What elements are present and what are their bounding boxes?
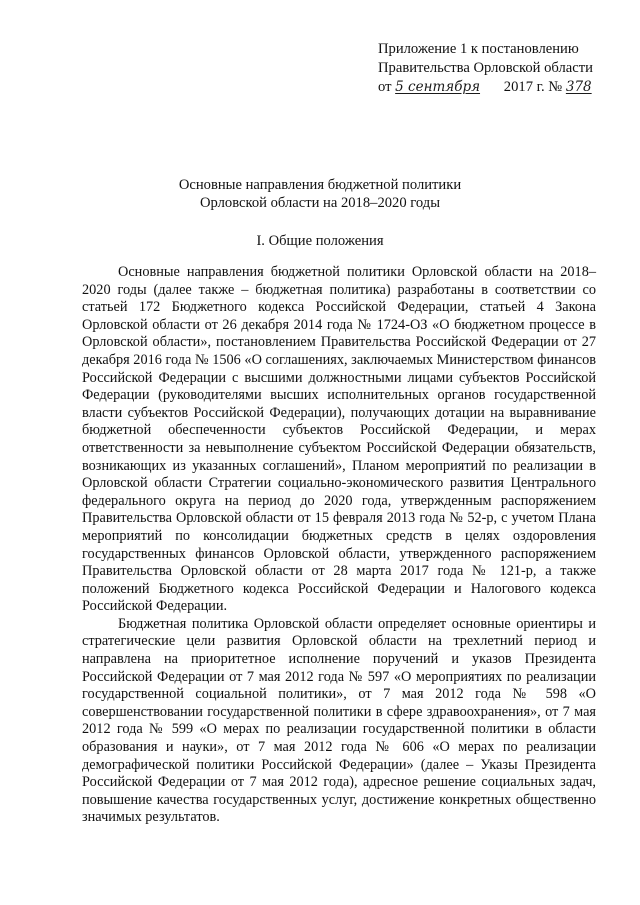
date-suffix: 2017 г. №	[503, 79, 563, 95]
title-line-1: Основные направления бюджетной политики	[178, 177, 462, 193]
appendix-date-line	[378, 78, 628, 97]
handwritten-date: 5 сентября	[395, 79, 481, 95]
appendix-line-1: Приложение 1 к постановлению	[378, 41, 579, 57]
date-prefix: от	[378, 79, 392, 95]
handwritten-number: 378	[565, 79, 592, 95]
paragraph: Бюджетная политика Орловской области определяет основные ориентиры и стратегические цели развития Орловской области на трехлетний период и направлена на приоритетное исполнение поручений и указов Президента Российской Федерации от 7 мая 2012 года № 597 «О мероприятиях по реализации государственной социальной политики», от 7 мая 2012 года № 598 «О совершенствовании государственной политики в сфере здравоохранения», от 7 мая 2012 года № 599 «О мерах по реализации государственной политики в области образования и науки», от 7 мая 2012 года № 606 «О мерах по реализации демографической политики Российской Федерации» (далее – Указы Президента Российской Федерации от 7 мая 2012 года), адресное решение социальных задач, повышение качества государственных услуг, достижение конкретных общественно значимых результатов.	[82, 615, 596, 826]
document-title	[0, 176, 640, 212]
document-body	[82, 264, 596, 827]
section-heading: I. Общие положения	[256, 233, 384, 249]
paragraph: Основные направления бюджетной политики Орловской области на 2018–2020 годы (далее также – бюджетная политика) разработаны в соответствии со статьей 172 Бюджетного кодекса Российской Федерации, статьей 4 Закона Орловской области от 26 декабря 2014 года № 1724-ОЗ «О бюджетном процессе в Орловской области», постановлением Правительства Российской Федерации от 27 декабря 2016 года № 1506 «О соглашениях, заключаемых Министерством финансов Российской Федерации с высшими должностными лицами субъектов Российской Федерации (руководителями высших исполнительных органов государственной власти субъектов Российской Федерации), получающих дотации на выравнивание бюджетной обеспеченности субъектов Российской Федерации, и мерах ответственности за невыполнение субъектом Российской Федерации обязательств, возникающих из указанных соглашений», Планом мероприятий по реализации в Орловской области Стратегии социально-экономического развития Центрального федерального округа на период до 2020 года, утвержденным распоряжением Правительства Орловской области от 15 февраля 2013 года № 52-р, с учетом Плана мероприятий по консолидации бюджетных средств в целях оздоровления государственных финансов Орловской области, утвержденного распоряжением Правительства Орловской области от 28 марта 2017 года № 121-р, а также положений Бюджетного кодекса Российской Федерации и Налогового кодекса Российской Федерации.	[82, 264, 596, 615]
title-line-2: Орловской области на 2018–2020 годы	[199, 195, 441, 211]
appendix-header	[378, 40, 628, 97]
appendix-line-2: Правительства Орловской области	[378, 60, 593, 76]
